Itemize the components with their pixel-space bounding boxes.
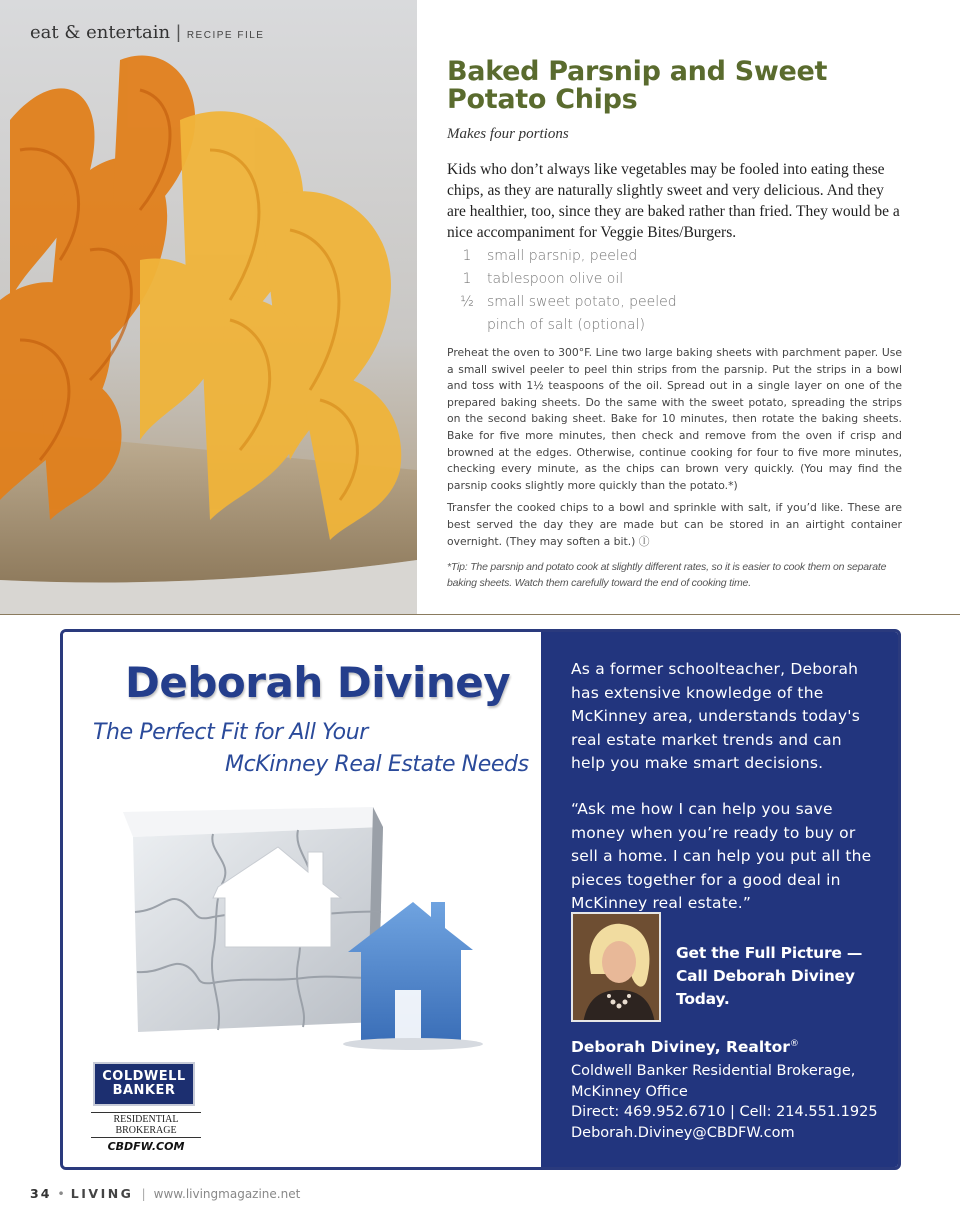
agent-portrait-icon — [573, 914, 661, 1022]
ad-quote: “Ask me how I can help you save money when you’re ready to buy or sell a home. I can help you put all the pieces together for a good deal in McKinney real estate.” — [571, 800, 872, 912]
ingredient-qty — [447, 314, 487, 337]
ad-right-panel — [541, 632, 901, 1167]
section-name: eat & entertain — [30, 22, 171, 43]
recipe-intro: Kids who don’t always like vegetables may be fooled into eating these chips, as they are naturally slightly sweet and very delicious. And they are healthier, too, since they are baked rather than fried. They would be a nice accompaniment for Veggie Bites/Burgers. — [447, 161, 900, 241]
magazine-name: LIVING — [70, 1186, 134, 1201]
logo-box — [93, 1062, 195, 1106]
logo-line2: BANKER — [112, 1083, 176, 1098]
agent-email: Deborah.Diviney@CBDFW.com — [571, 1124, 795, 1141]
call-to-action — [676, 942, 901, 1011]
method-paragraph: Preheat the oven to 300°F. Line two large baking sheets with parchment paper. Use a small swivel peeler to peel thin strips from the parsnip. Put the strips in a bowl and toss with 1½ teaspoons of the oil. Spread out in a single layer on one of the prepared baking sheets. Do the same with the sweet potato, spreading the strips on the second baking sheet. Bake for 10 minutes, then rotate the baking sheets. Bake for five more minutes, then check and remove from the oven if crisp and browned at the edges. Otherwise, continue cooking for four to five more minutes, checking every minute, as the chips can brown very quickly. (You may find the parsnip cooks slightly more quickly than the potato.*) — [447, 346, 902, 492]
bullet-icon: • — [57, 1186, 65, 1201]
agent-contact — [571, 1061, 878, 1143]
realtor-ad — [60, 629, 901, 1170]
ad-bio: As a former schoolteacher, Deborah has extensive knowledge of the McKinney area, understands today's real estate market trends and can help you make smart decisions. — [571, 660, 860, 772]
cta-line1: Get the Full Picture — — [676, 944, 863, 962]
ingredient-text: small parsnip, peeled — [487, 248, 638, 264]
ingredient-item — [447, 268, 902, 291]
section-label — [30, 22, 264, 43]
recipe-tip: *Tip: The parsnip and potato cook at slightly different rates, so it is easier to cook them on separate baking sheets. Watch them carefully toward the end of cooking time. — [447, 561, 887, 590]
ingredient-text: pinch of salt (optional) — [487, 317, 645, 333]
agent-office: McKinney Office — [571, 1083, 688, 1100]
chips-illustration — [0, 0, 417, 614]
ingredient-item — [447, 291, 902, 314]
ingredient-item — [447, 245, 902, 268]
ingredient-qty: 1 — [462, 271, 472, 287]
ingredient-qty: ½ — [460, 294, 474, 310]
registered-mark: ® — [789, 1038, 799, 1049]
ingredient-text: small sweet potato, peeled — [487, 294, 677, 310]
magazine-url: www.livingmagazine.net — [153, 1187, 301, 1201]
recipe-portions: Makes four portions — [447, 126, 569, 142]
recipe-title: Baked Parsnip and Sweet Potato Chips — [447, 56, 828, 115]
ad-tagline-line1: The Perfect Fit for All Your — [93, 720, 368, 745]
footer-divider: | — [141, 1186, 146, 1201]
agent-phones: Direct: 469.952.6710 | Cell: 214.551.1925 — [571, 1104, 878, 1120]
logo-line1: COLDWELL — [102, 1069, 186, 1084]
puzzle-house-illustration — [113, 792, 493, 1052]
ad-tagline-line2: McKinney Real Estate Needs — [225, 752, 529, 777]
label-divider: | — [176, 22, 181, 42]
ingredient-list — [447, 245, 902, 337]
page-footer — [30, 1186, 300, 1201]
agent-brokerage: Coldwell Banker Residential Brokerage, — [571, 1063, 856, 1079]
recipe-photo — [0, 0, 417, 614]
ad-left-panel — [63, 632, 541, 1167]
agent-name — [571, 1038, 799, 1056]
ad-headline-name: Deborah Diviney — [125, 658, 511, 707]
recipe-column — [447, 58, 902, 591]
section-sublabel: RECIPE FILE — [186, 30, 265, 41]
logo-website: CBDFW.COM — [107, 1140, 185, 1153]
page-number: 34 — [30, 1186, 52, 1201]
cta-line2: Call Deborah Diviney Today. — [676, 967, 855, 1008]
ingredient-item — [447, 314, 902, 337]
recipe-method — [447, 345, 902, 550]
section-divider — [0, 614, 960, 615]
logo-residential: RESIDENTIAL BROKERAGE — [91, 1112, 201, 1138]
agent-name-text: Deborah Diviney, Realtor — [571, 1038, 790, 1056]
coldwell-banker-logo — [91, 1062, 201, 1153]
ingredient-qty: 1 — [462, 248, 472, 264]
method-paragraph: Transfer the cooked chips to a bowl and sprinkle with salt, if you’d like. These are best served the day they are made but can be stored in an airtight container overnight. (They may soften a bit.) ⓛ — [447, 501, 902, 548]
ingredient-text: tablespoon olive oil — [487, 271, 624, 287]
agent-photo — [571, 912, 661, 1022]
